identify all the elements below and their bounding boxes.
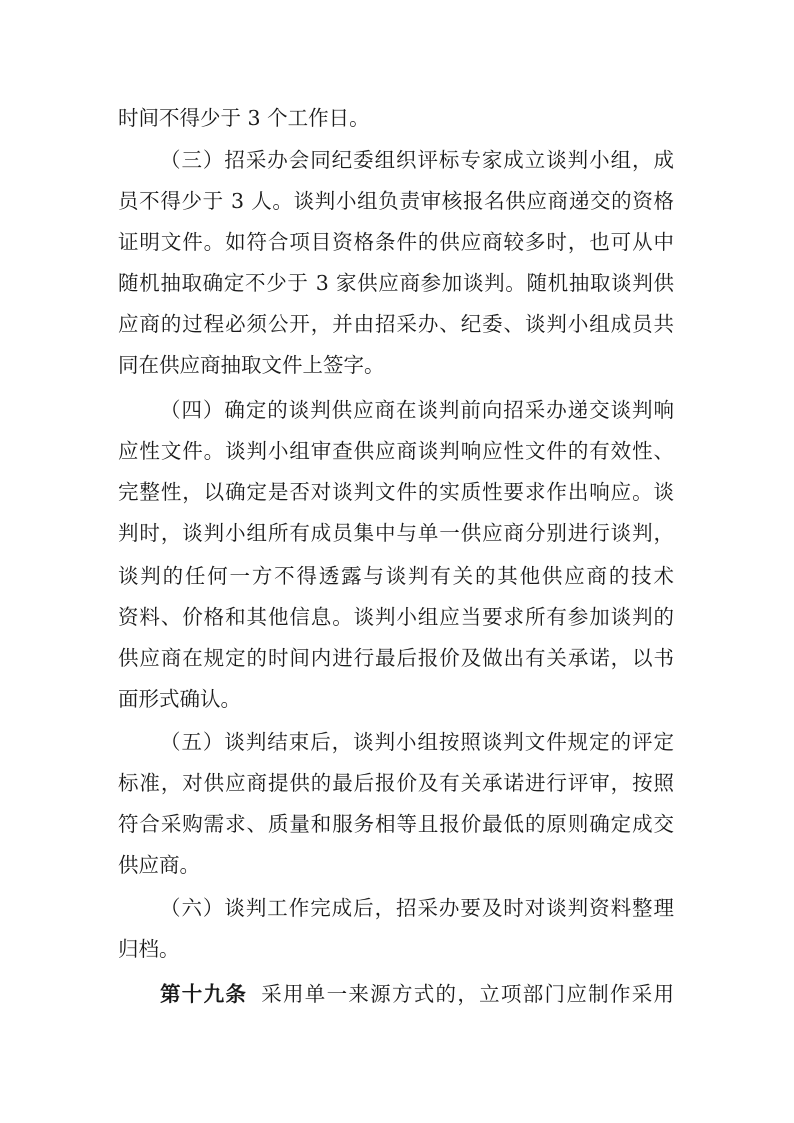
- paragraph-line: 供应商。: [118, 853, 200, 877]
- article-heading: 第十九条: [160, 982, 248, 1006]
- paragraph-line: 随机抽取确定不少于 3 家供应商参加谈判。随机抽取谈判供: [118, 271, 674, 295]
- paragraph-line: 资料、价格和其他信息。谈判小组应当要求所有参加谈判的: [118, 605, 674, 629]
- paragraph-line: （六）谈判工作完成后，招采办要及时对谈判资料整理: [160, 896, 674, 920]
- paragraph-line: 谈判的任何一方不得透露与谈判有关的其他供应商的技术: [118, 564, 674, 588]
- paragraph-line: 同在供应商抽取文件上签字。: [118, 353, 385, 377]
- paragraph-line: （四）确定的谈判供应商在谈判前向招采办递交谈判响: [160, 398, 674, 422]
- paragraph-line: 完整性，以确定是否对谈判文件的实质性要求作出响应。谈: [118, 480, 674, 504]
- paragraph-line: 标准，对供应商提供的最后报价及有关承诺进行评审，按照: [118, 771, 674, 795]
- paragraph-line: 时间不得少于 3 个工作日。: [118, 106, 370, 130]
- paragraph-line: 证明文件。如符合项目资格条件的供应商较多时，也可从中: [118, 230, 674, 254]
- article-text: 采用单一来源方式的，立项部门应制作采用: [261, 982, 675, 1006]
- paragraph-line: 归档。: [118, 937, 180, 961]
- paragraph-line: 判时，谈判小组所有成员集中与单一供应商分别进行谈判，: [118, 521, 674, 545]
- paragraph-line: 面形式确认。: [118, 687, 241, 711]
- paragraph-line: 供应商在规定的时间内进行最后报价及做出有关承诺，以书: [118, 646, 674, 670]
- paragraph-line: 应商的过程必须公开，并由招采办、纪委、谈判小组成员共: [118, 312, 674, 336]
- paragraph-line: （五）谈判结束后，谈判小组按照谈判文件规定的评定: [160, 730, 674, 754]
- paragraph-line: （三）招采办会同纪委组织评标专家成立谈判小组，成: [160, 148, 674, 172]
- paragraph-line: 应性文件。谈判小组审查供应商谈判响应性文件的有效性、: [118, 439, 674, 463]
- paragraph-line: 员不得少于 3 人。谈判小组负责审核报名供应商递交的资格: [118, 189, 674, 213]
- article-line: [160, 974, 674, 1014]
- paragraph-line: 符合采购需求、质量和服务相等且报价最低的原则确定成交: [118, 812, 674, 836]
